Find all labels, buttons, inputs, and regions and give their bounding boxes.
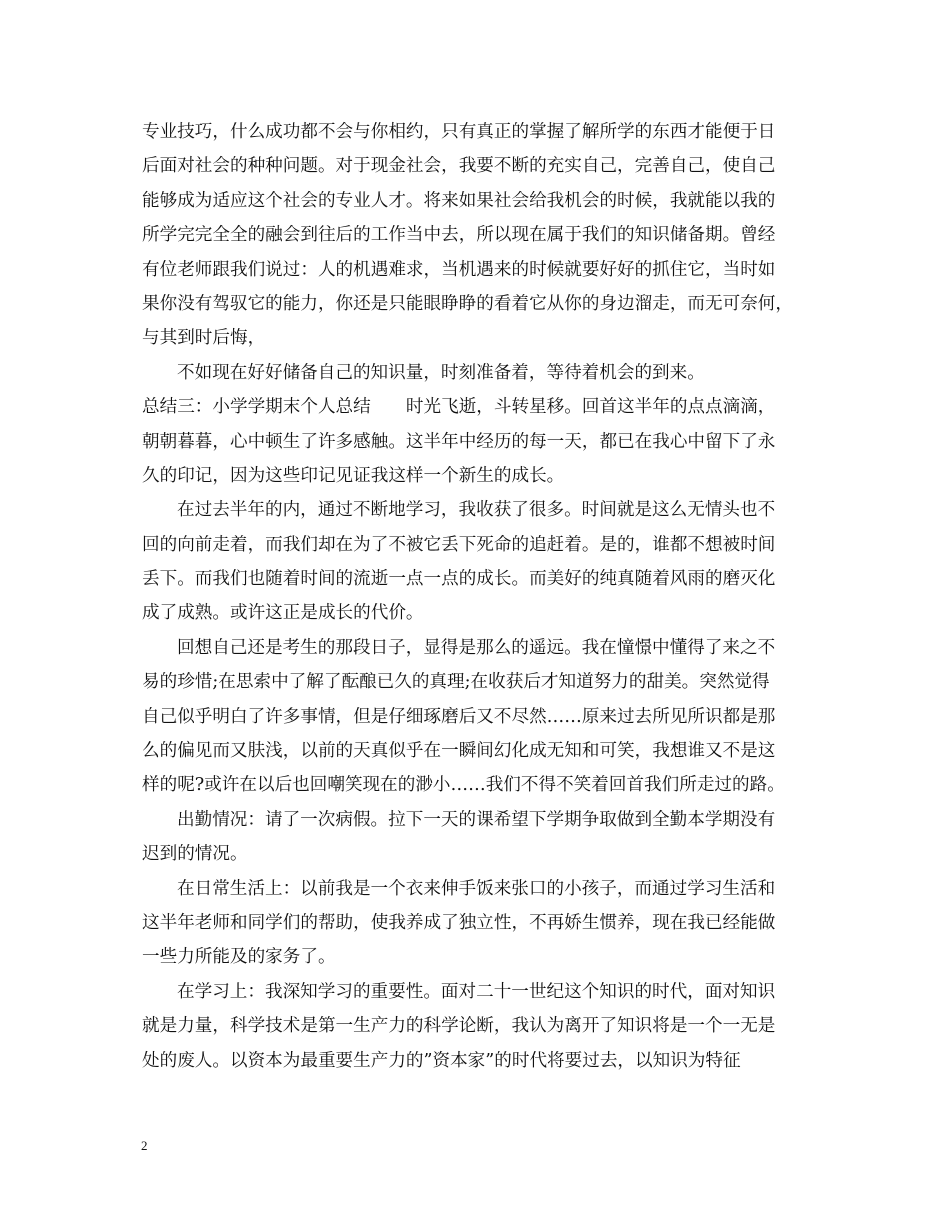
text-line: 专业技巧，什么成功都不会与你相约，只有真正的掌握了解所学的东西才能便于日 [142, 122, 776, 142]
page-number: 2 [141, 1138, 148, 1153]
text-line: 不如现在好好储备自己的知识量，时刻准备着，等待着机会的到来。 [177, 362, 705, 383]
text-line: 与其到时后悔， [142, 328, 266, 349]
text-line: 果你没有驾驭它的能力，你还是只能眼睁睁的看着它从你的身边溜走，而无可奈何， [142, 293, 793, 314]
text-line: 成了成熟。或许这正是成长的代价。 [142, 603, 424, 624]
body-text [142, 115, 822, 1078]
text-line: 久的印记，因为这些印记见证我这样一个新生的成长。 [142, 465, 565, 486]
text-line: 所学完完全全的融会到往后的工作当中去，所以现在属于我们的知识储备期。曾经 [142, 225, 776, 246]
text-line: 在日常生活上：以前我是一个衣来伸手饭来张口的小孩子，而通过学习生活和 [177, 878, 776, 899]
text-line: 后面对社会的种种问题。对于现金社会，我要不断的充实自己，完善自己，使自己 [142, 156, 776, 177]
text-line: 一些力所能及的家务了。 [142, 947, 336, 968]
text-line: 么的偏见而又肤浅，以前的天真似乎在一瞬间幻化成无知和可笑，我想谁又不是这 [142, 741, 776, 762]
text-line: 样的呢?或许在以后也回嘲笑现在的渺小……我们不得不笑着回首我们所走过的路。 [142, 775, 785, 796]
text-line: 能够成为适应这个社会的专业人才。将来如果社会给我机会的时候，我就能以我的 [142, 190, 776, 211]
text-line: 迟到的情况。 [142, 844, 248, 865]
text-line: 自己似乎明白了许多事情，但是仔细琢磨后又不尽然……原来过去所见所识都是那 [142, 706, 776, 727]
text-line: 朝朝暮暮，心中顿生了许多感触。这半年中经历的每一天，都已在我心中留下了永 [142, 431, 776, 452]
text-line: 易的珍惜;在思索中了解了酝酿已久的真理;在收获后才知道努力的甜美。突然觉得 [142, 672, 770, 693]
text-line: 在学习上：我深知学习的重要性。面对二十一世纪这个知识的时代，面对知识 [177, 981, 776, 1002]
text-line: 回想自己还是考生的那段日子，显得是那么的遥远。我在憧憬中懂得了来之不 [177, 637, 776, 658]
text-line: 有位老师跟我们说过：人的机遇难求，当机遇来的时候就要好好的抓住它，当时如 [142, 259, 776, 280]
text-line: 这半年老师和同学们的帮助，使我养成了独立性，不再娇生惯养，现在我已经能做 [142, 912, 776, 933]
text-line: 在过去半年的内，通过不断地学习，我收获了很多。时间就是这么无情头也不 [177, 500, 776, 521]
text-line: 出勤情况：请了一次病假。拉下一天的课希望下学期争取做到全勤本学期没有 [177, 809, 776, 830]
text-line: 回的向前走着，而我们却在为了不被它丢下死命的追赶着。是的，谁都不想被时间 [142, 534, 776, 555]
text-line: 丢下。而我们也随着时间的流逝一点一点的成长。而美好的纯真随着风雨的磨灭化 [142, 569, 776, 590]
text-line: 就是力量，科学技术是第一生产力的科学论断，我认为离开了知识将是一个一无是 [142, 1016, 776, 1037]
text-line: 处的废人。以资本为最重要生产力的”资本家”的时代将要过去，以知识为特征 [142, 1050, 741, 1071]
text-line: 总结三：小学学期末个人总结 时光飞逝，斗转星移。回首这半年的点点滴滴， [142, 397, 776, 418]
